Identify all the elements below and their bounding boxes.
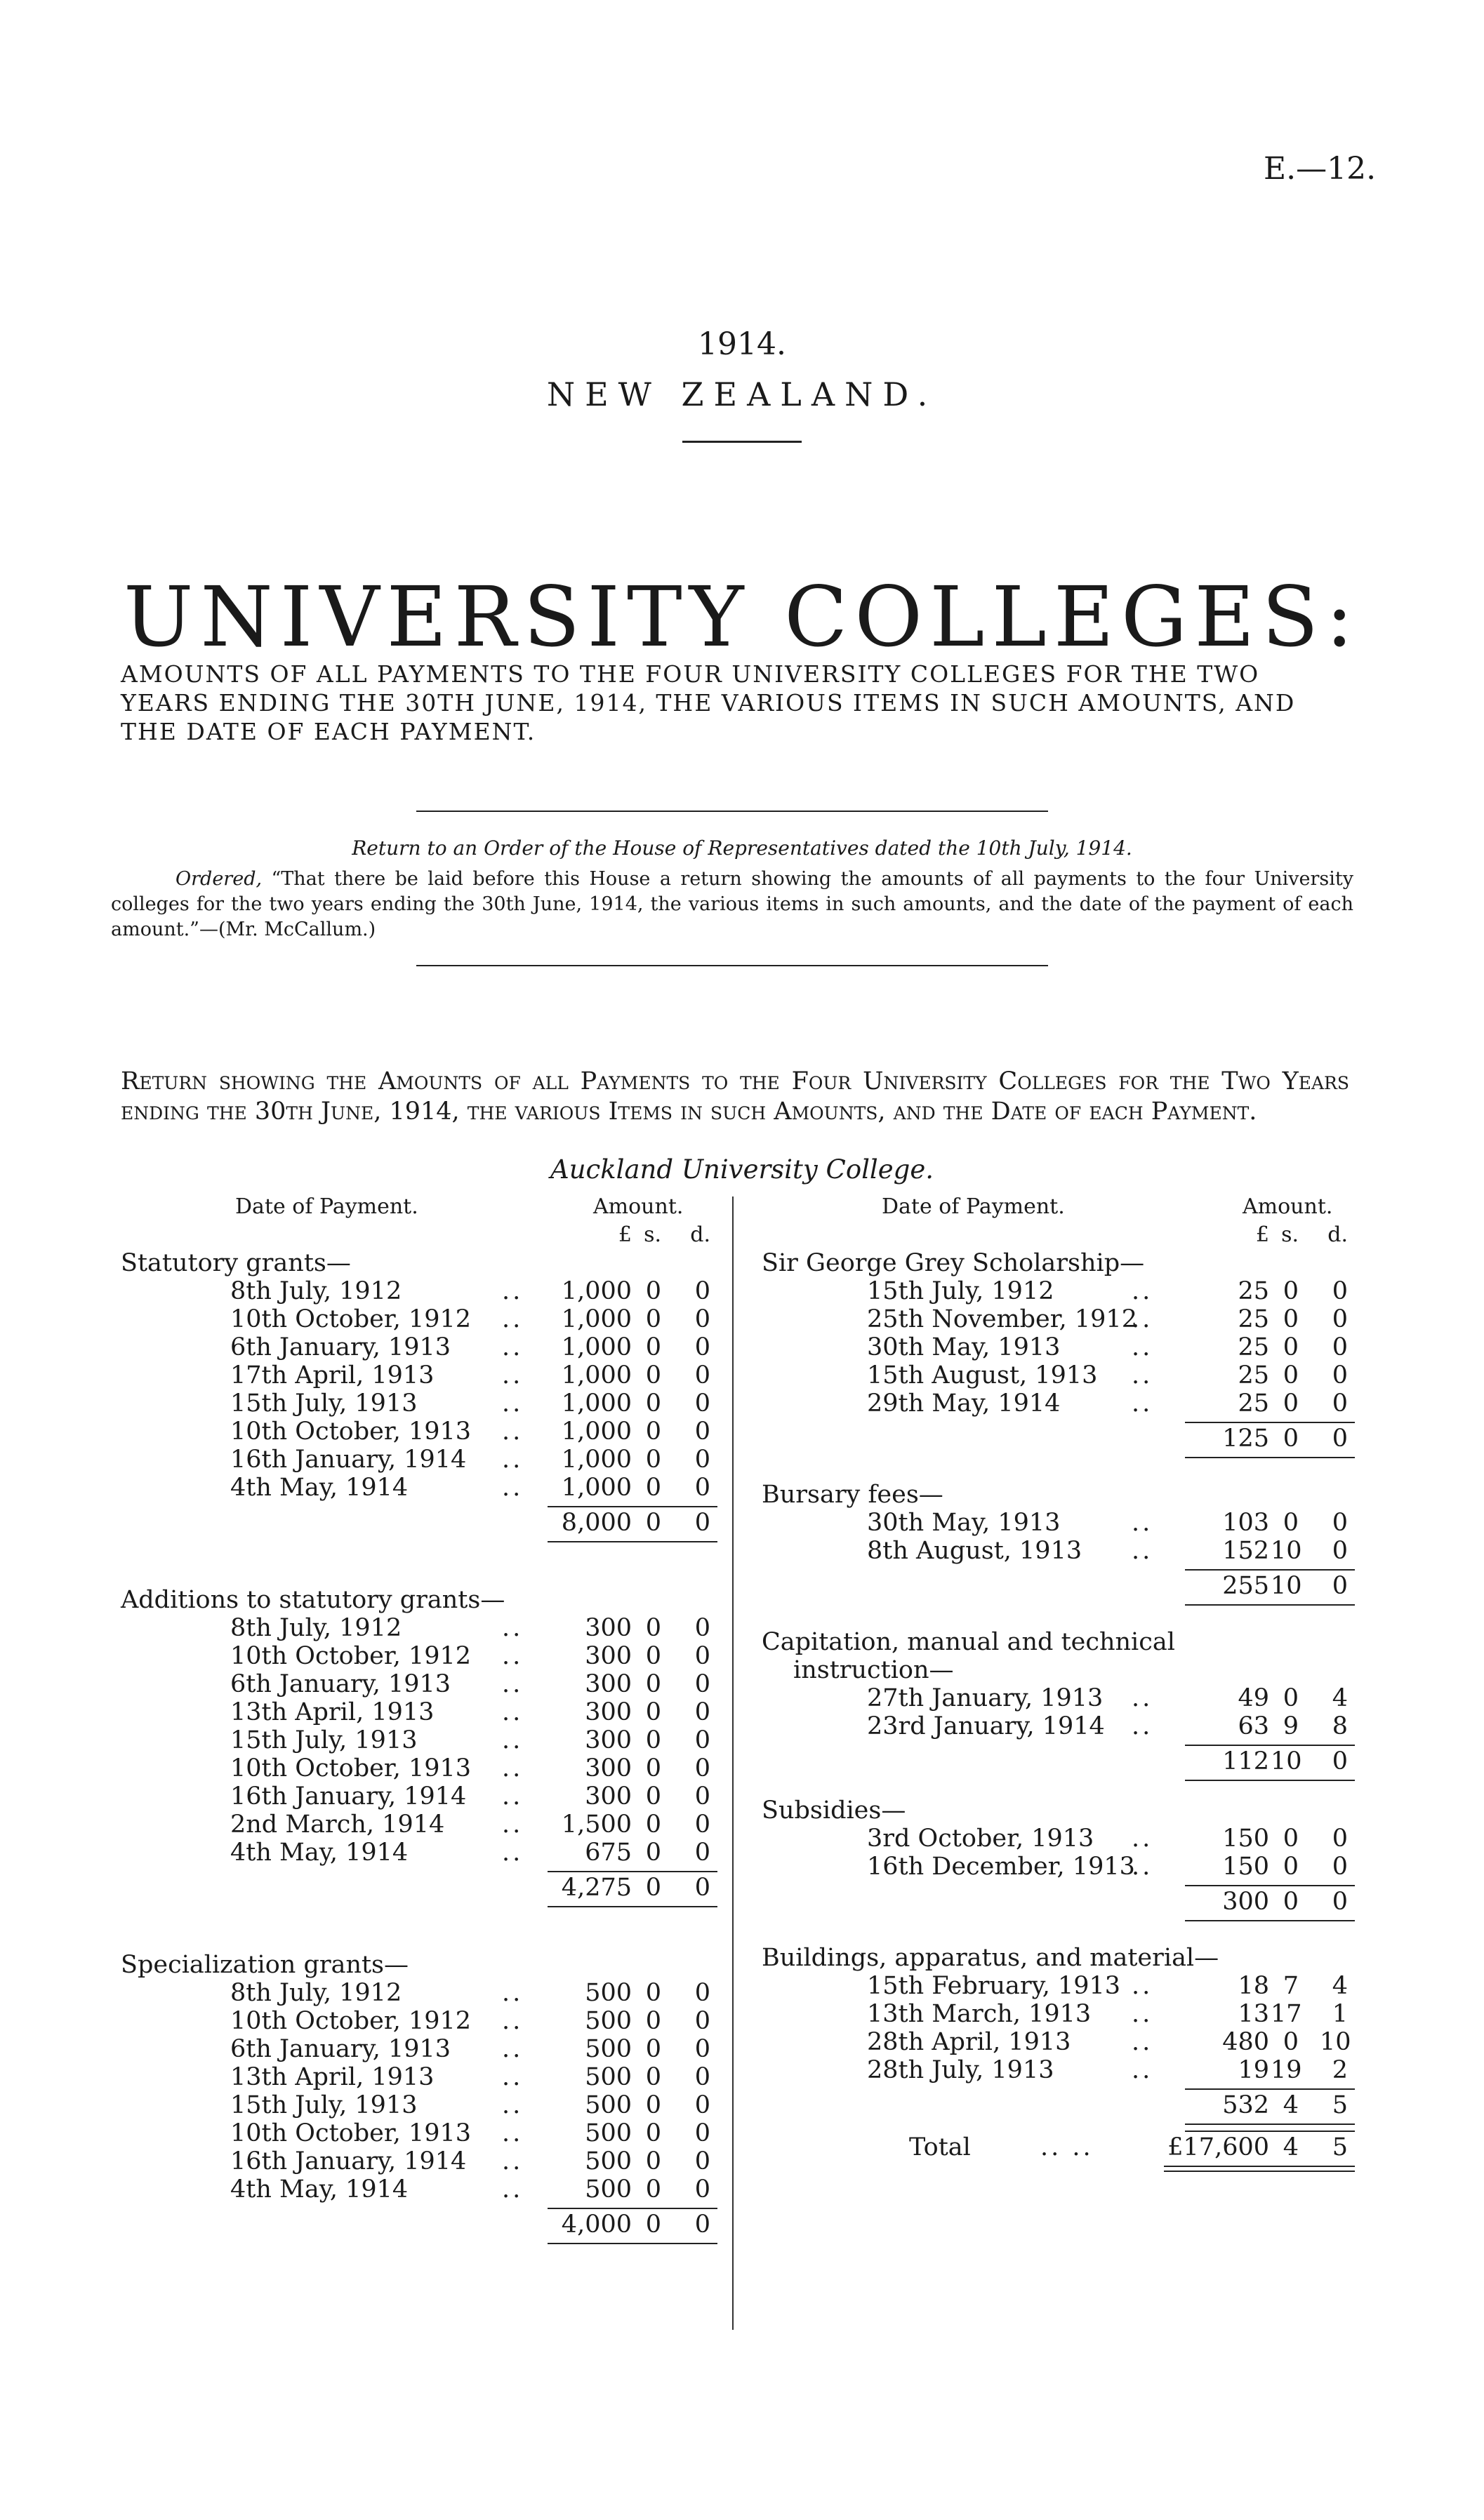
grand-total-pounds: £17,600 — [1167, 2133, 1269, 2161]
ordered-paragraph — [111, 867, 1353, 942]
ordered-text: “That there be laid before this House a return showing the amounts of all payments to the four University colleges for the two years ending the 30th June, 1914, the various items in such amounts, and the date of the payment of each amount.”—(Mr. McCallum.) — [111, 868, 1353, 940]
leader-dots: .. — [502, 1726, 524, 1754]
payment-date: 29th May, 1914 — [867, 1389, 1061, 1418]
subtotal-pounds: 4,000 — [561, 2211, 632, 2239]
amount-shillings: 0 — [645, 2175, 661, 2204]
amount-pence: 0 — [694, 1726, 710, 1754]
amount-pence: 0 — [694, 2147, 710, 2175]
subtotal-pounds: 8,000 — [561, 1509, 632, 1537]
amount-shillings: 0 — [645, 2007, 661, 2035]
date-header: Date of Payment. — [882, 1194, 1065, 1219]
amount-pence: 0 — [694, 1782, 710, 1811]
subtotal-shillings: 10 — [1271, 1572, 1302, 1600]
payment-date: 17th April, 1913 — [230, 1361, 435, 1389]
payment-date: 10th October, 1912 — [230, 1305, 472, 1333]
leader-dots: .. — [502, 1670, 524, 1698]
total-underline — [1185, 1457, 1355, 1458]
leader-dots: .. — [502, 1474, 524, 1502]
subtotal-pence: 5 — [1332, 2091, 1348, 2119]
leader-dots: .. — [1132, 2028, 1153, 2056]
amount-pounds: 150 — [1222, 1853, 1269, 1881]
subtotal-pence: 0 — [1332, 1888, 1348, 1916]
amount-pounds: 25 — [1238, 1361, 1269, 1389]
amount-shillings: 0 — [1283, 1361, 1299, 1389]
payment-date: 8th July, 1912 — [230, 1979, 402, 2007]
amount-shillings: 0 — [1283, 2028, 1299, 2056]
amount-shillings: 0 — [1283, 1389, 1299, 1418]
category-text: instruction— — [793, 1656, 954, 1684]
return-to-order: Return to an Order of the House of Representatives dated the 10th July, 1914. — [352, 836, 1132, 860]
amount-pence: 0 — [694, 1277, 710, 1305]
subtotal-pence: 0 — [1332, 1572, 1348, 1600]
amount-pence: 0 — [694, 2007, 710, 2035]
amount-pence: 2 — [1332, 2056, 1348, 2084]
subtotal-shillings: 0 — [1283, 1425, 1299, 1453]
double-rule-bottom — [1164, 2171, 1355, 2172]
subtotal-rule — [1185, 2088, 1355, 2090]
leader-dots: .. — [502, 1418, 524, 1446]
subtotal-pence: 0 — [694, 2211, 710, 2239]
payment-date: 10th October, 1912 — [230, 1642, 472, 1670]
leader-dots: .. — [502, 1811, 524, 1839]
amount-pence: 0 — [694, 1389, 710, 1418]
amount-pounds: 300 — [585, 1726, 632, 1754]
leader-dots: .. .. — [1040, 2133, 1094, 2161]
amount-pounds: 300 — [585, 1782, 632, 1811]
subtotal-rule — [1185, 2131, 1355, 2132]
amount-shillings: 0 — [645, 2091, 661, 2119]
amount-pence: 0 — [694, 2035, 710, 2063]
amount-pounds: 103 — [1222, 1509, 1269, 1537]
amount-pence: 0 — [1332, 1509, 1348, 1537]
amount-shillings: 0 — [645, 1446, 661, 1474]
amount-pounds: 500 — [585, 2035, 632, 2063]
amount-pounds: 13 — [1238, 2000, 1269, 2028]
leader-dots: .. — [502, 1333, 524, 1361]
amount-pounds: 150 — [1222, 1825, 1269, 1853]
amount-pence: 0 — [694, 1811, 710, 1839]
category-text: Statutory grants— — [121, 1249, 351, 1277]
leader-dots: .. — [1132, 1712, 1153, 1740]
leader-dots: .. — [502, 2063, 524, 2091]
leader-dots: .. — [1132, 1509, 1153, 1537]
amount-shillings: 0 — [645, 1726, 661, 1754]
amount-pence: 4 — [1332, 1972, 1348, 2000]
payment-date: 28th April, 1913 — [867, 2028, 1071, 2056]
payment-date: 4th May, 1914 — [230, 1839, 409, 1867]
payment-date: 15th July, 1912 — [867, 1277, 1054, 1305]
amount-pence: 0 — [694, 1446, 710, 1474]
payment-date: 10th October, 1913 — [230, 1754, 472, 1782]
return-heading: Return showing the Amounts of all Payments to the Four University Colleges for the Two Years ending the 30th June, 1914, the various Items in such Amounts, and the Date of each Payment. — [121, 1067, 1349, 1126]
amount-shillings: 0 — [645, 1333, 661, 1361]
order-top-rule — [416, 811, 1048, 812]
amount-pence: 0 — [694, 1361, 710, 1389]
payment-date: 30th May, 1913 — [867, 1509, 1061, 1537]
subtotal-rule — [548, 1871, 717, 1872]
leader-dots: .. — [502, 1305, 524, 1333]
amount-pounds: 19 — [1238, 2056, 1269, 2084]
amount-pence: 0 — [694, 1839, 710, 1867]
subtotal-pounds: 255 — [1222, 1572, 1269, 1600]
subtotal-pence: 0 — [694, 1874, 710, 1902]
pound-header: £ — [1255, 1222, 1269, 1247]
leader-dots: .. — [502, 1446, 524, 1474]
amount-shillings: 0 — [1283, 1305, 1299, 1333]
amount-pence: 0 — [1332, 1277, 1348, 1305]
leader-dots: .. — [502, 1839, 524, 1867]
amount-pence: 0 — [694, 2175, 710, 2204]
category-text: Sir George Grey Scholarship— — [762, 1249, 1145, 1277]
category-text: Capitation, manual and technical — [762, 1628, 1175, 1656]
subtotal-rule — [548, 1506, 717, 1507]
leader-dots: .. — [1132, 1333, 1153, 1361]
amount-shillings: 0 — [645, 1614, 661, 1642]
grand-total-shillings: 4 — [1283, 2133, 1299, 2161]
amount-pence: 0 — [1332, 1333, 1348, 1361]
amount-pence: 8 — [1332, 1712, 1348, 1740]
amount-shillings: 0 — [1283, 1684, 1299, 1712]
subtotal-shillings: 0 — [645, 2211, 661, 2239]
amount-pence: 0 — [694, 1474, 710, 1502]
amount-shillings: 0 — [645, 2035, 661, 2063]
payment-date: 15th July, 1913 — [230, 1726, 418, 1754]
payment-date: 8th July, 1912 — [230, 1277, 402, 1305]
payment-date: 25th November, 1912 — [867, 1305, 1137, 1333]
payment-date: 30th May, 1913 — [867, 1333, 1061, 1361]
amount-pence: 0 — [694, 2091, 710, 2119]
payment-date: 10th October, 1913 — [230, 1418, 472, 1446]
leader-dots: .. — [502, 1698, 524, 1726]
amount-pence: 0 — [1332, 1389, 1348, 1418]
amount-shillings: 19 — [1271, 2056, 1302, 2084]
amount-pounds: 480 — [1222, 2028, 1269, 2056]
country-name: NEW ZEALAND. — [546, 375, 938, 413]
amount-pence: 0 — [1332, 1537, 1348, 1565]
subtotal-rule — [1185, 1885, 1355, 1886]
amount-shillings: 0 — [645, 1277, 661, 1305]
ordered-label: Ordered, — [175, 868, 263, 890]
title-rule — [682, 441, 802, 443]
amount-pence: 0 — [1332, 1825, 1348, 1853]
subtotal-pounds: 4,275 — [561, 1874, 632, 1902]
amount-pence: 0 — [1332, 1361, 1348, 1389]
payment-date: 15th July, 1913 — [230, 1389, 418, 1418]
leader-dots: .. — [1132, 2000, 1153, 2028]
total-underline — [1185, 2124, 1355, 2125]
payment-date: 4th May, 1914 — [230, 2175, 409, 2204]
payment-date: 13th April, 1913 — [230, 2063, 435, 2091]
amount-pence: 0 — [694, 1305, 710, 1333]
payment-date: 15th August, 1913 — [867, 1361, 1098, 1389]
amount-pence: 0 — [694, 1754, 710, 1782]
amount-pounds: 300 — [585, 1614, 632, 1642]
payment-date: 3rd October, 1913 — [867, 1825, 1094, 1853]
amount-pence: 1 — [1332, 2000, 1348, 2028]
payment-date: 4th May, 1914 — [230, 1474, 409, 1502]
grand-total-pence: 5 — [1332, 2133, 1348, 2161]
total-underline — [1185, 1920, 1355, 1921]
amount-shillings: 7 — [1283, 1972, 1299, 2000]
subtotal-shillings: 10 — [1271, 1747, 1302, 1775]
amount-shillings: 0 — [645, 1698, 661, 1726]
leader-dots: .. — [502, 1277, 524, 1305]
leader-dots: .. — [502, 1979, 524, 2007]
leader-dots: .. — [502, 2091, 524, 2119]
amount-pounds: 18 — [1238, 1972, 1269, 2000]
payment-date: 16th January, 1914 — [230, 1782, 467, 1811]
subtotal-shillings: 4 — [1283, 2091, 1299, 2119]
document-subtitle: AMOUNTS OF ALL PAYMENTS TO THE FOUR UNIVERSITY COLLEGES FOR THE TWO YEARS ENDING THE 30TH JUNE, 1914, THE VARIOUS ITEMS IN SUCH AMOUNTS, AND THE DATE OF EACH PAYMENT. — [121, 660, 1296, 745]
amount-pounds: 25 — [1238, 1305, 1269, 1333]
leader-dots: .. — [502, 1389, 524, 1418]
amount-pence: 0 — [694, 1333, 710, 1361]
amount-pounds: 500 — [585, 1979, 632, 2007]
amount-shillings: 0 — [645, 1811, 661, 1839]
amount-pounds: 63 — [1238, 1712, 1269, 1740]
leader-dots: .. — [1132, 2056, 1153, 2084]
subtotal-shillings: 0 — [1283, 1888, 1299, 1916]
amount-shillings: 0 — [645, 1474, 661, 1502]
leader-dots: .. — [1132, 1853, 1153, 1881]
amount-pounds: 1,000 — [561, 1361, 632, 1389]
subtotal-rule — [1185, 1569, 1355, 1571]
amount-shillings: 0 — [645, 1418, 661, 1446]
amount-pence: 0 — [694, 1698, 710, 1726]
subtotal-shillings: 0 — [645, 1509, 661, 1537]
leader-dots: .. — [502, 2035, 524, 2063]
amount-pence: 0 — [694, 1979, 710, 2007]
pence-header: d. — [1327, 1222, 1348, 1247]
amount-shillings: 9 — [1283, 1712, 1299, 1740]
payment-date: 13th April, 1913 — [230, 1698, 435, 1726]
leader-dots: .. — [1132, 1277, 1153, 1305]
subtotal-pence: 0 — [1332, 1747, 1348, 1775]
amount-pounds: 675 — [585, 1839, 632, 1867]
amount-pounds: 25 — [1238, 1333, 1269, 1361]
shilling-header: s. — [1281, 1222, 1299, 1247]
leader-dots: .. — [502, 2007, 524, 2035]
amount-pence: 0 — [694, 1614, 710, 1642]
leader-dots: .. — [1132, 1537, 1153, 1565]
amount-pounds: 25 — [1238, 1277, 1269, 1305]
amount-pence: 0 — [694, 1642, 710, 1670]
payment-date: 27th January, 1913 — [867, 1684, 1104, 1712]
amount-shillings: 10 — [1271, 1537, 1302, 1565]
amount-pounds: 500 — [585, 2147, 632, 2175]
amount-shillings: 0 — [645, 1389, 661, 1418]
amount-shillings: 0 — [1283, 1853, 1299, 1881]
amount-pence: 0 — [694, 2119, 710, 2147]
subtotal-rule — [1185, 1745, 1355, 1746]
category-text: Bursary fees— — [762, 1481, 943, 1509]
leader-dots: .. — [1132, 1972, 1153, 2000]
payment-date: 16th December, 1913 — [867, 1853, 1135, 1881]
shilling-header: s. — [644, 1222, 661, 1247]
payment-date: 6th January, 1913 — [230, 1670, 451, 1698]
category-text: Specialization grants— — [121, 1951, 409, 1979]
grand-total-label: Total — [909, 2133, 971, 2161]
category-text: Subsidies— — [762, 1796, 906, 1825]
leader-dots: .. — [502, 1361, 524, 1389]
pence-header: d. — [690, 1222, 710, 1247]
amount-shillings: 0 — [1283, 1509, 1299, 1537]
subtotal-pounds: 112 — [1222, 1747, 1269, 1775]
amount-header: Amount. — [1243, 1194, 1333, 1219]
amount-pounds: 1,000 — [561, 1305, 632, 1333]
amount-shillings: 0 — [1283, 1277, 1299, 1305]
date-header: Date of Payment. — [235, 1194, 418, 1219]
payment-date: 10th October, 1912 — [230, 2007, 472, 2035]
amount-pounds: 300 — [585, 1642, 632, 1670]
payment-date: 6th January, 1913 — [230, 1333, 451, 1361]
payment-date: 28th July, 1913 — [867, 2056, 1054, 2084]
amount-shillings: 0 — [645, 1361, 661, 1389]
subtotal-rule — [1185, 1422, 1355, 1423]
amount-pence: 0 — [694, 1670, 710, 1698]
payment-date: 15th July, 1913 — [230, 2091, 418, 2119]
amount-shillings: 0 — [645, 1642, 661, 1670]
total-underline — [548, 2243, 717, 2244]
amount-pounds: 500 — [585, 2063, 632, 2091]
amount-pounds: 1,500 — [561, 1811, 632, 1839]
payment-date: 15th February, 1913 — [867, 1972, 1121, 2000]
amount-pounds: 1,000 — [561, 1418, 632, 1446]
amount-pounds: 300 — [585, 1670, 632, 1698]
subtotal-pounds: 300 — [1222, 1888, 1269, 1916]
leader-dots: .. — [1132, 1305, 1153, 1333]
amount-shillings: 0 — [645, 1305, 661, 1333]
amount-shillings: 0 — [645, 1839, 661, 1867]
subtotal-pounds: 125 — [1222, 1425, 1269, 1453]
order-bottom-rule — [416, 965, 1048, 966]
subtotal-shillings: 0 — [645, 1874, 661, 1902]
payment-date: 16th January, 1914 — [230, 1446, 467, 1474]
amount-pounds: 1,000 — [561, 1446, 632, 1474]
amount-shillings: 0 — [645, 1782, 661, 1811]
amount-shillings: 0 — [645, 2147, 661, 2175]
payment-date: 6th January, 1913 — [230, 2035, 451, 2063]
amount-pounds: 500 — [585, 2119, 632, 2147]
leader-dots: .. — [502, 1782, 524, 1811]
college-name: Auckland University College. — [550, 1154, 934, 1185]
subtotal-pounds: 532 — [1222, 2091, 1269, 2119]
payment-date: 2nd March, 1914 — [230, 1811, 445, 1839]
amount-pounds: 152 — [1222, 1537, 1269, 1565]
amount-shillings: 0 — [1283, 1333, 1299, 1361]
column-divider — [732, 1196, 734, 2330]
leader-dots: .. — [1132, 1389, 1153, 1418]
leader-dots: .. — [502, 2119, 524, 2147]
payment-date: 16th January, 1914 — [230, 2147, 467, 2175]
amount-pounds: 300 — [585, 1698, 632, 1726]
subtotal-pence: 0 — [1332, 1425, 1348, 1453]
amount-pence: 0 — [694, 2063, 710, 2091]
payment-date: 8th July, 1912 — [230, 1614, 402, 1642]
category-text: Additions to statutory grants— — [121, 1586, 505, 1614]
amount-pence: 4 — [1332, 1684, 1348, 1712]
leader-dots: .. — [1132, 1684, 1153, 1712]
subtotal-pence: 0 — [694, 1509, 710, 1537]
amount-pounds: 500 — [585, 2091, 632, 2119]
amount-pounds: 1,000 — [561, 1389, 632, 1418]
payment-date: 23rd January, 1914 — [867, 1712, 1105, 1740]
amount-pounds: 1,000 — [561, 1277, 632, 1305]
payment-date: 13th March, 1913 — [867, 2000, 1092, 2028]
amount-pounds: 1,000 — [561, 1333, 632, 1361]
total-underline — [1185, 1780, 1355, 1781]
leader-dots: .. — [502, 1754, 524, 1782]
total-underline — [548, 1906, 717, 1907]
amount-pounds: 500 — [585, 2007, 632, 2035]
pound-header: £ — [618, 1222, 632, 1247]
leader-dots: .. — [502, 2147, 524, 2175]
leader-dots: .. — [1132, 1825, 1153, 1853]
amount-pence: 0 — [1332, 1305, 1348, 1333]
leader-dots: .. — [502, 1642, 524, 1670]
amount-header: Amount. — [593, 1194, 684, 1219]
total-underline — [1185, 1604, 1355, 1606]
amount-pounds: 25 — [1238, 1389, 1269, 1418]
document-year: 1914. — [698, 326, 786, 362]
amount-pence: 0 — [1332, 1853, 1348, 1881]
amount-shillings: 0 — [645, 2063, 661, 2091]
amount-pounds: 49 — [1238, 1684, 1269, 1712]
amount-pounds: 1,000 — [561, 1474, 632, 1502]
amount-shillings: 0 — [645, 1754, 661, 1782]
leader-dots: .. — [502, 2175, 524, 2204]
payment-date: 8th August, 1913 — [867, 1537, 1082, 1565]
amount-shillings: 0 — [645, 1670, 661, 1698]
amount-pence: 10 — [1320, 2028, 1351, 2056]
leader-dots: .. — [1132, 1361, 1153, 1389]
leader-dots: .. — [502, 1614, 524, 1642]
amount-pounds: 300 — [585, 1754, 632, 1782]
payment-date: 10th October, 1913 — [230, 2119, 472, 2147]
category-text: Buildings, apparatus, and material— — [762, 1944, 1219, 1972]
amount-pence: 0 — [694, 1418, 710, 1446]
double-rule-top — [1164, 2166, 1355, 2167]
amount-pounds: 500 — [585, 2175, 632, 2204]
amount-shillings: 0 — [645, 2119, 661, 2147]
amount-shillings: 17 — [1271, 2000, 1302, 2028]
subtotal-rule — [548, 2208, 717, 2209]
page-identifier: E.—12. — [1264, 151, 1377, 187]
total-underline — [548, 1541, 717, 1542]
amount-shillings: 0 — [1283, 1825, 1299, 1853]
amount-shillings: 0 — [645, 1979, 661, 2007]
document-title: UNIVERSITY COLLEGES: — [124, 568, 1360, 665]
